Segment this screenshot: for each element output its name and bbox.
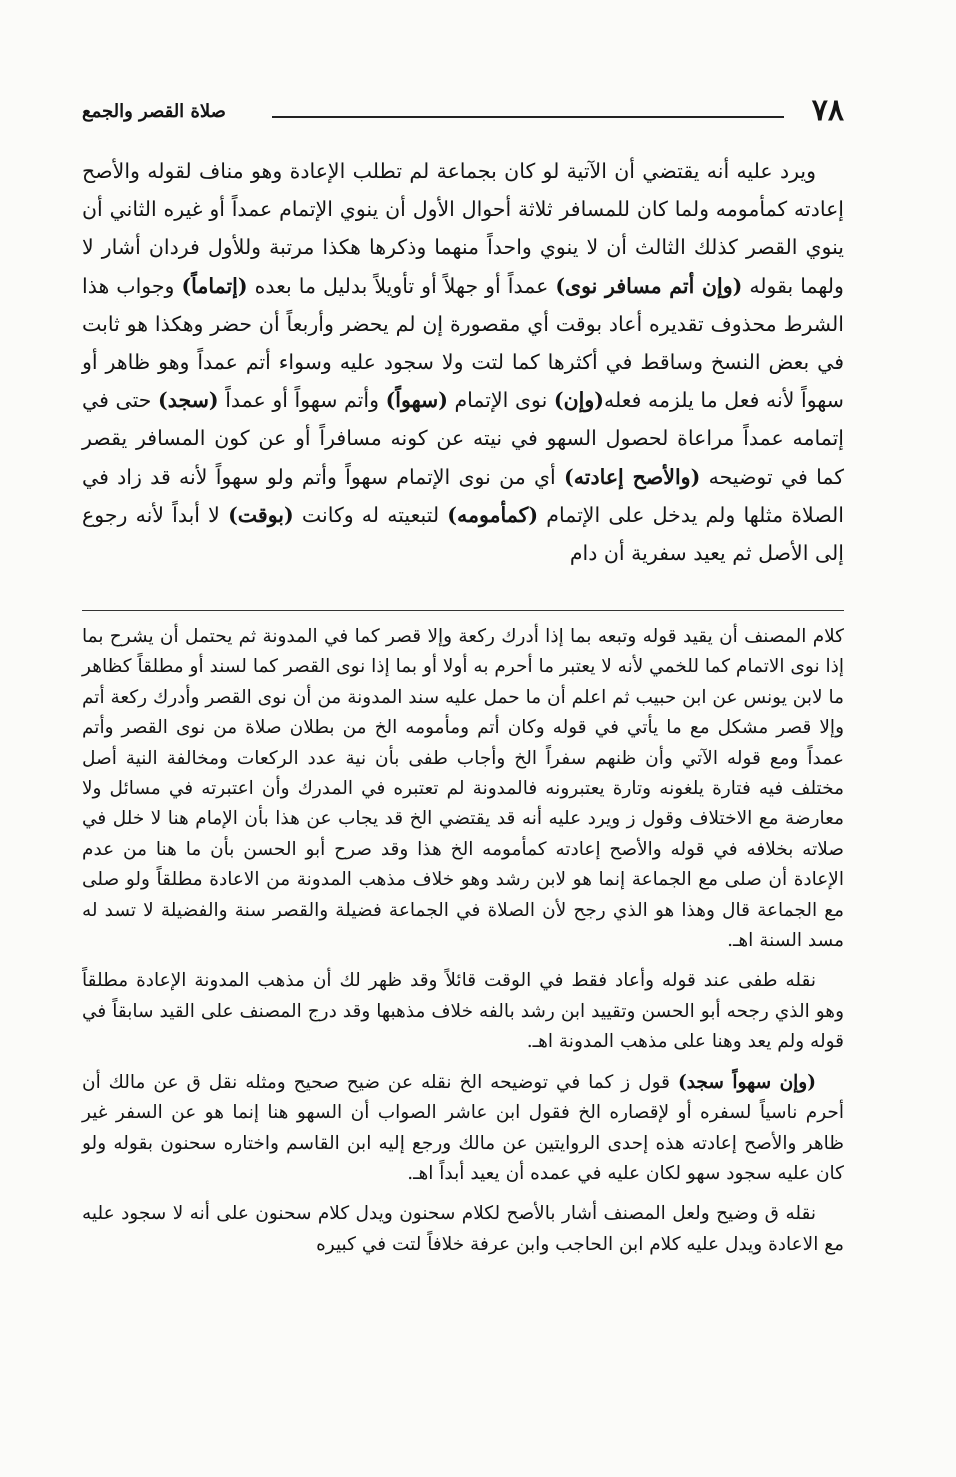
matn-quote: (وإن أتم مسافر نوى) <box>555 273 743 298</box>
matn-quote: (كمأمومه) <box>447 502 539 527</box>
header-rule <box>272 116 784 118</box>
matn-quote: (إتماماً) <box>181 273 248 298</box>
main-text <box>82 152 844 572</box>
footnote-paragraph: نقله طفى عند قوله وأعاد فقط في الوقت قائلاً وقد ظهر لك أن مذهب المدونة الإعادة مطلقاً وهو الذي رجحه أبو الحسن وتقييد ابن رشد بالفه خلاف مذهبها وقد درج المصنف على القيد سابقاً في قوله ولم يعد وهنا على مذهب المدونة اهـ. <box>82 970 844 1053</box>
footnotes <box>82 622 844 1270</box>
matn-quote: (وإن) <box>553 388 604 413</box>
matn-quote: (سجد) <box>158 388 219 413</box>
footnote-paragraph: (وإن سهواً سجد) قول ز كما في توضيحه الخ نقله عن ضيح صحيح ومثله نقل ق عن مالك أن أحرم ناسياً لسفره أو لإقصاره الخ فقول ابن عاشر الصواب أن السهو هنا إنما هو عن السفر غير ظاهر والأصح إعادته هذه إحدى الروايتين عن مالك ورجع إليه ابن القاسم واختاره سحنون بقوله ولو كان عليه سجود سهو لكان عليه في عمده أن يعيد أبداً اهـ. <box>82 1071 844 1184</box>
footnote-paragraph: نقله ق وضيح ولعل المصنف أشار بالأصح لكلام سحنون ويدل كلام سحنون على أنه لا سجود عليه مع الاعادة ويدل عليه كلام ابن الحاجب وابن عرفة خلافاً لتت في كبيره <box>82 1203 844 1255</box>
matn-quote: (سهواً) <box>385 388 448 413</box>
page-header <box>82 92 844 130</box>
footnote-paragraph: كلام المصنف أن يقيد قوله وتبعه بما إذا أدرك ركعة وإلا قصر كما في المدونة ثم يحتمل أن يشرح بما إذا نوى الاتمام كما للخمي لأنه لا يعتبر ما أحرم به أولا أو بما إذا نوى القصر كما لسند أو مطلقاً كظاهر ما لابن يونس عن ابن حبيب ثم اعلم أن ما حمل عليه سند المدونة من أن نوى القصر وأدرك ركعة أتم وإلا قصر مشكل مع ما يأتي في قوله وكان أتم ومأمومه الخ من بطلان صلاة من نوى القصر وأتم عمداً ومع قوله الآتي وأن ظنهم سفراً الخ وأجاب طفى بأن نية عدد الركعات ومخالفة النية أصل مختلف فيه فتارة يلغونه وتارة يعتبرونه فالمدونة لم تعتبره في المدرك وأن اعتبرته في مسائل ولا معارضة مع الاختلاف وقول ز ويرد عليه أنه قد يقتضي الخ قد يجاب عن هذا بأن الإمام هنا لا خلل في صلاته بخلافه في قوله والأصح إعادته كمأمومه الخ هذا وقد صرح أبو الحسن بأن ما هنا من عدم الإعادة أن صلى مع الجماعة إنما هو لابن رشد وهو خلاف مذهب المدونة من الاعادة مطلقاً ولو صلى مع الجماعة قال وهذا هو الذي رجح لأن الصلاة في الجماعة فضيلة والقصر سنة والفضيلة لا تسد له مسد السنة اهـ. <box>82 626 844 952</box>
matn-quote: (بوقت) <box>228 502 294 527</box>
page-number: ٧٨ <box>811 93 844 128</box>
matn-quote: (والأصح إعادته) <box>564 464 701 489</box>
footnote-divider <box>82 610 844 611</box>
main-paragraph: ويرد عليه أنه يقتضي أن الآتية لو كان بجماعة لم تطلب الإعادة وهو مناف لقوله والأصح إعادته كمأمومه ولما كان للمسافر ثلاثة أحوال الأول أن ينوي الإتمام عمداً أو غيره الثاني أن ينوي القصر كذلك الثالث أن لا ينوي واحداً منهما وذكرها هكذا مرتبة وللأول فردان أشار لا ولهما بقوله (وإن أتم مسافر نوى) عمداً أو جهلاً أو تأويلاً بدليل ما بعده (إتماماً) وجواب هذا الشرط محذوف تقديره أعاد بوقت أي مقصورة إن لم يحضر وأربعاً أن حضر وهكذا هو ثابت في بعض النسخ وساقط في أكثرها كما لتت ولا سجود عليه وسواء أتم عمداً وهو ظاهر أو سهواً لأنه فعل ما يلزمه فعله(وإن) نوى الإتمام (سهواً) وأتم سهواً أو عمداً (سجد) حتى في إتمامه عمداً مراعاة لحصول السهو في نيته عن كونه مسافراً أو عن كون المسافر يقصر كما في توضيحه (والأصح إعادته) أي من نوى الإتمام سهواً وأتم ولو سهواً لأنه قد زاد في الصلاة مثلها ولم يدخل على الإتمام (كمأمومه) لتبعيته له وكانت (بوقت) لا أبداً لأنه رجوع إلى الأصل ثم يعيد سفرية أن دام <box>82 159 845 566</box>
matn-quote: (وإن سهواً سجد) <box>677 1071 816 1093</box>
running-title: صلاة القصر والجمع <box>82 101 226 122</box>
